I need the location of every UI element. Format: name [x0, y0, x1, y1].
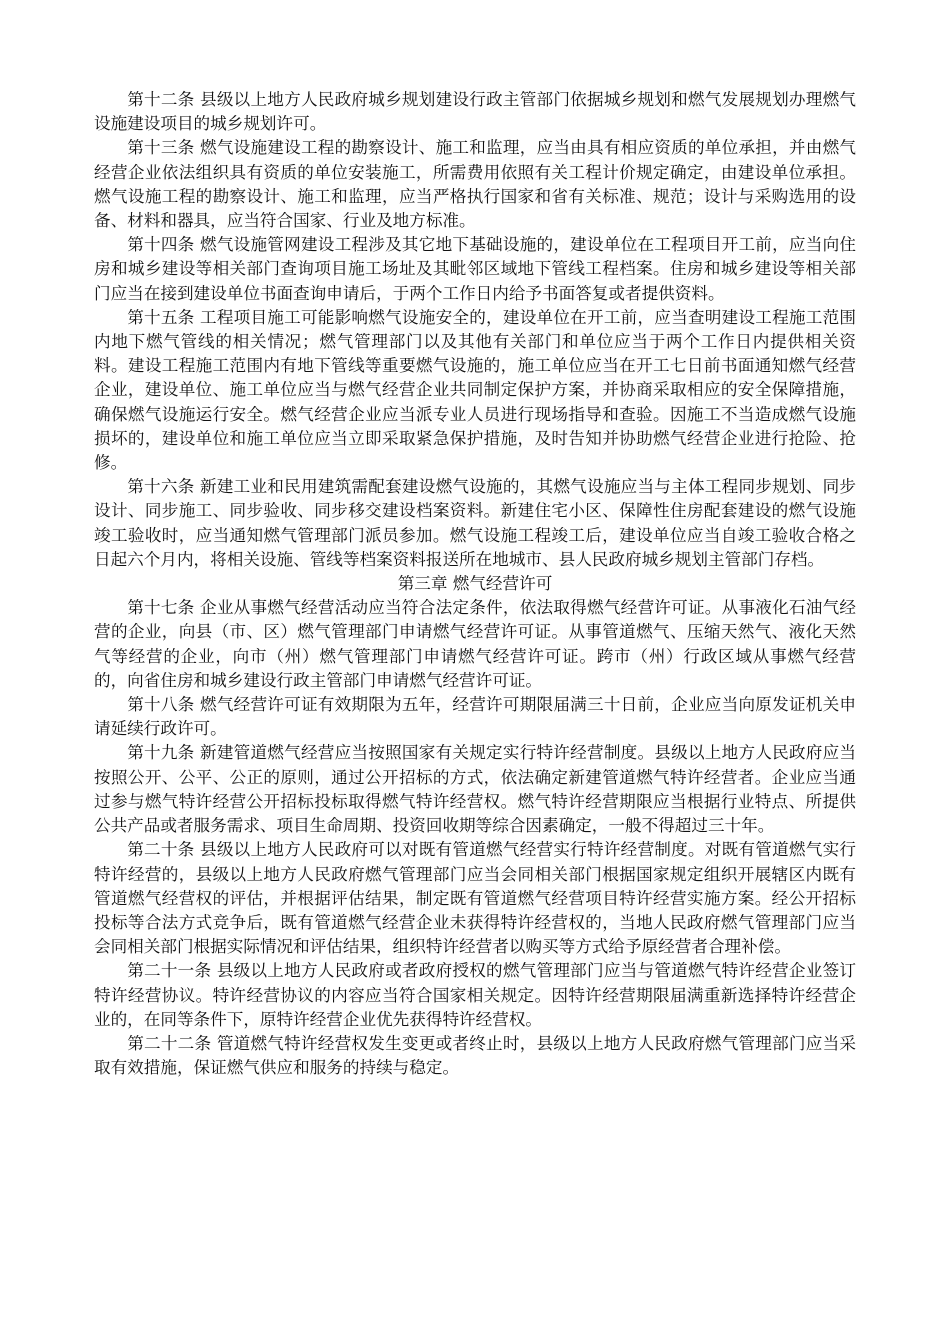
article-17: 第十七条 企业从事燃气经营活动应当符合法定条件，依法取得燃气经营许可证。从事液化石油气经营的企业，向县（市、区）燃气管理部门申请燃气经营许可证。从事管道燃气、压缩天然气、液化天然气等经营的企业，向市（州）燃气管理部门申请燃气经营许可证。跨市（州）行政区域从事燃气经营的，向省住房和城乡建设行政主管部门申请燃气经营许可证。 [94, 598, 856, 690]
article-20: 第二十条 县级以上地方人民政府可以对既有管道燃气经营实行特许经营制度。对既有管道燃气实行特许经营的，县级以上地方人民政府燃气管理部门应当会同相关部门根据国家规定组织开展辖区内既有管道燃气经营权的评估，并根据评估结果，制定既有管道燃气经营项目特许经营实施方案。经公开招标投标等合法方式竞争后，既有管道燃气经营企业未获得特许经营权的，当地人民政府燃气管理部门应当会同相关部门根据实际情况和评估结果，组织特许经营者以购买等方式给予原经营者合理补偿。 [94, 840, 856, 957]
article-14: 第十四条 燃气设施管网建设工程涉及其它地下基础设施的，建设单位在工程项目开工前，应当向住房和城乡建设等相关部门查询项目施工场址及其毗邻区域地下管线工程档案。住房和城乡建设等相关部门应当在接到建设单位书面查询申请后，于两个工作日内给予书面答复或者提供资料。 [94, 235, 856, 303]
chapter-heading: 第三章 燃气经营许可 [397, 574, 553, 594]
article-22: 第二十二条 管道燃气特许经营权发生变更或者终止时，县级以上地方人民政府燃气管理部门应当采取有效措施，保证燃气供应和服务的持续与稳定。 [94, 1033, 856, 1078]
article-21: 第二十一条 县级以上地方人民政府或者政府授权的燃气管理部门应当与管道燃气特许经营企业签订特许经营协议。特许经营协议的内容应当符合国家相关规定。因特许经营期限届满重新选择特许经营企业的，在同等条件下，原特许经营企业优先获得特许经营权。 [94, 961, 856, 1029]
article-19: 第十九条 新建管道燃气经营应当按照国家有关规定实行特许经营制度。县级以上地方人民政府应当按照公开、公平、公正的原则，通过公开招标的方式，依法确定新建管道燃气特许经营者。企业应当通过参与燃气特许经营公开招标投标取得燃气特许经营权。燃气特许经营期限应当根据行业特点、所提供公共产品或者服务需求、项目生命周期、投资回收期等综合因素确定，一般不得超过三十年。 [94, 743, 856, 836]
article-13: 第十三条 燃气设施建设工程的勘察设计、施工和监理，应当由具有相应资质的单位承担，并由燃气经营企业依法组织具有资质的单位安装施工，所需费用依照有关工程计价规定确定，由建设单位承担。燃气设施工程的勘察设计、施工和监理，应当严格执行国家和省有关标准、规范；设计与采购选用的设备、材料和器具，应当符合国家、行业及地方标准。 [94, 138, 856, 231]
article-18: 第十八条 燃气经营许可证有效期限为五年，经营许可期限届满三十日前，企业应当向原发证机关申请延续行政许可。 [94, 695, 856, 739]
article-12: 第十二条 县级以上地方人民政府城乡规划建设行政主管部门依据城乡规划和燃气发展规划办理燃气设施建设项目的城乡规划许可。 [94, 90, 856, 134]
article-15: 第十五条 工程项目施工可能影响燃气设施安全的，建设单位在开工前，应当查明建设工程施工范围内地下燃气管线的相关情况；燃气管理部门以及其他有关部门和单位应当于两个工作日内提供相关资料。建设工程施工范围内有地下管线等重要燃气设施的，施工单位应当在开工七日前书面通知燃气经营企业，建设单位、施工单位应当与燃气经营企业共同制定保护方案，并协商采取相应的安全保障措施，确保燃气设施运行安全。燃气经营企业应当派专业人员进行现场指导和查验。因施工不当造成燃气设施损坏的，建设单位和施工单位应当立即采取紧急保护措施，及时告知并协助燃气经营企业进行抢险、抢修。 [94, 307, 856, 473]
document-body [94, 88, 856, 1080]
article-16: 第十六条 新建工业和民用建筑需配套建设燃气设施的，其燃气设施应当与主体工程同步规划、同步设计、同步施工、同步验收、同步移交建设档案资料。新建住宅小区、保障性住房配套建设的燃气设施竣工验收时，应当通知燃气管理部门派员参加。燃气设施工程竣工后，建设单位应当自竣工验收合格之日起六个月内，将相关设施、管线等档案资料报送所在地城市、县人民政府城乡规划主管部门存档。 [94, 477, 856, 569]
